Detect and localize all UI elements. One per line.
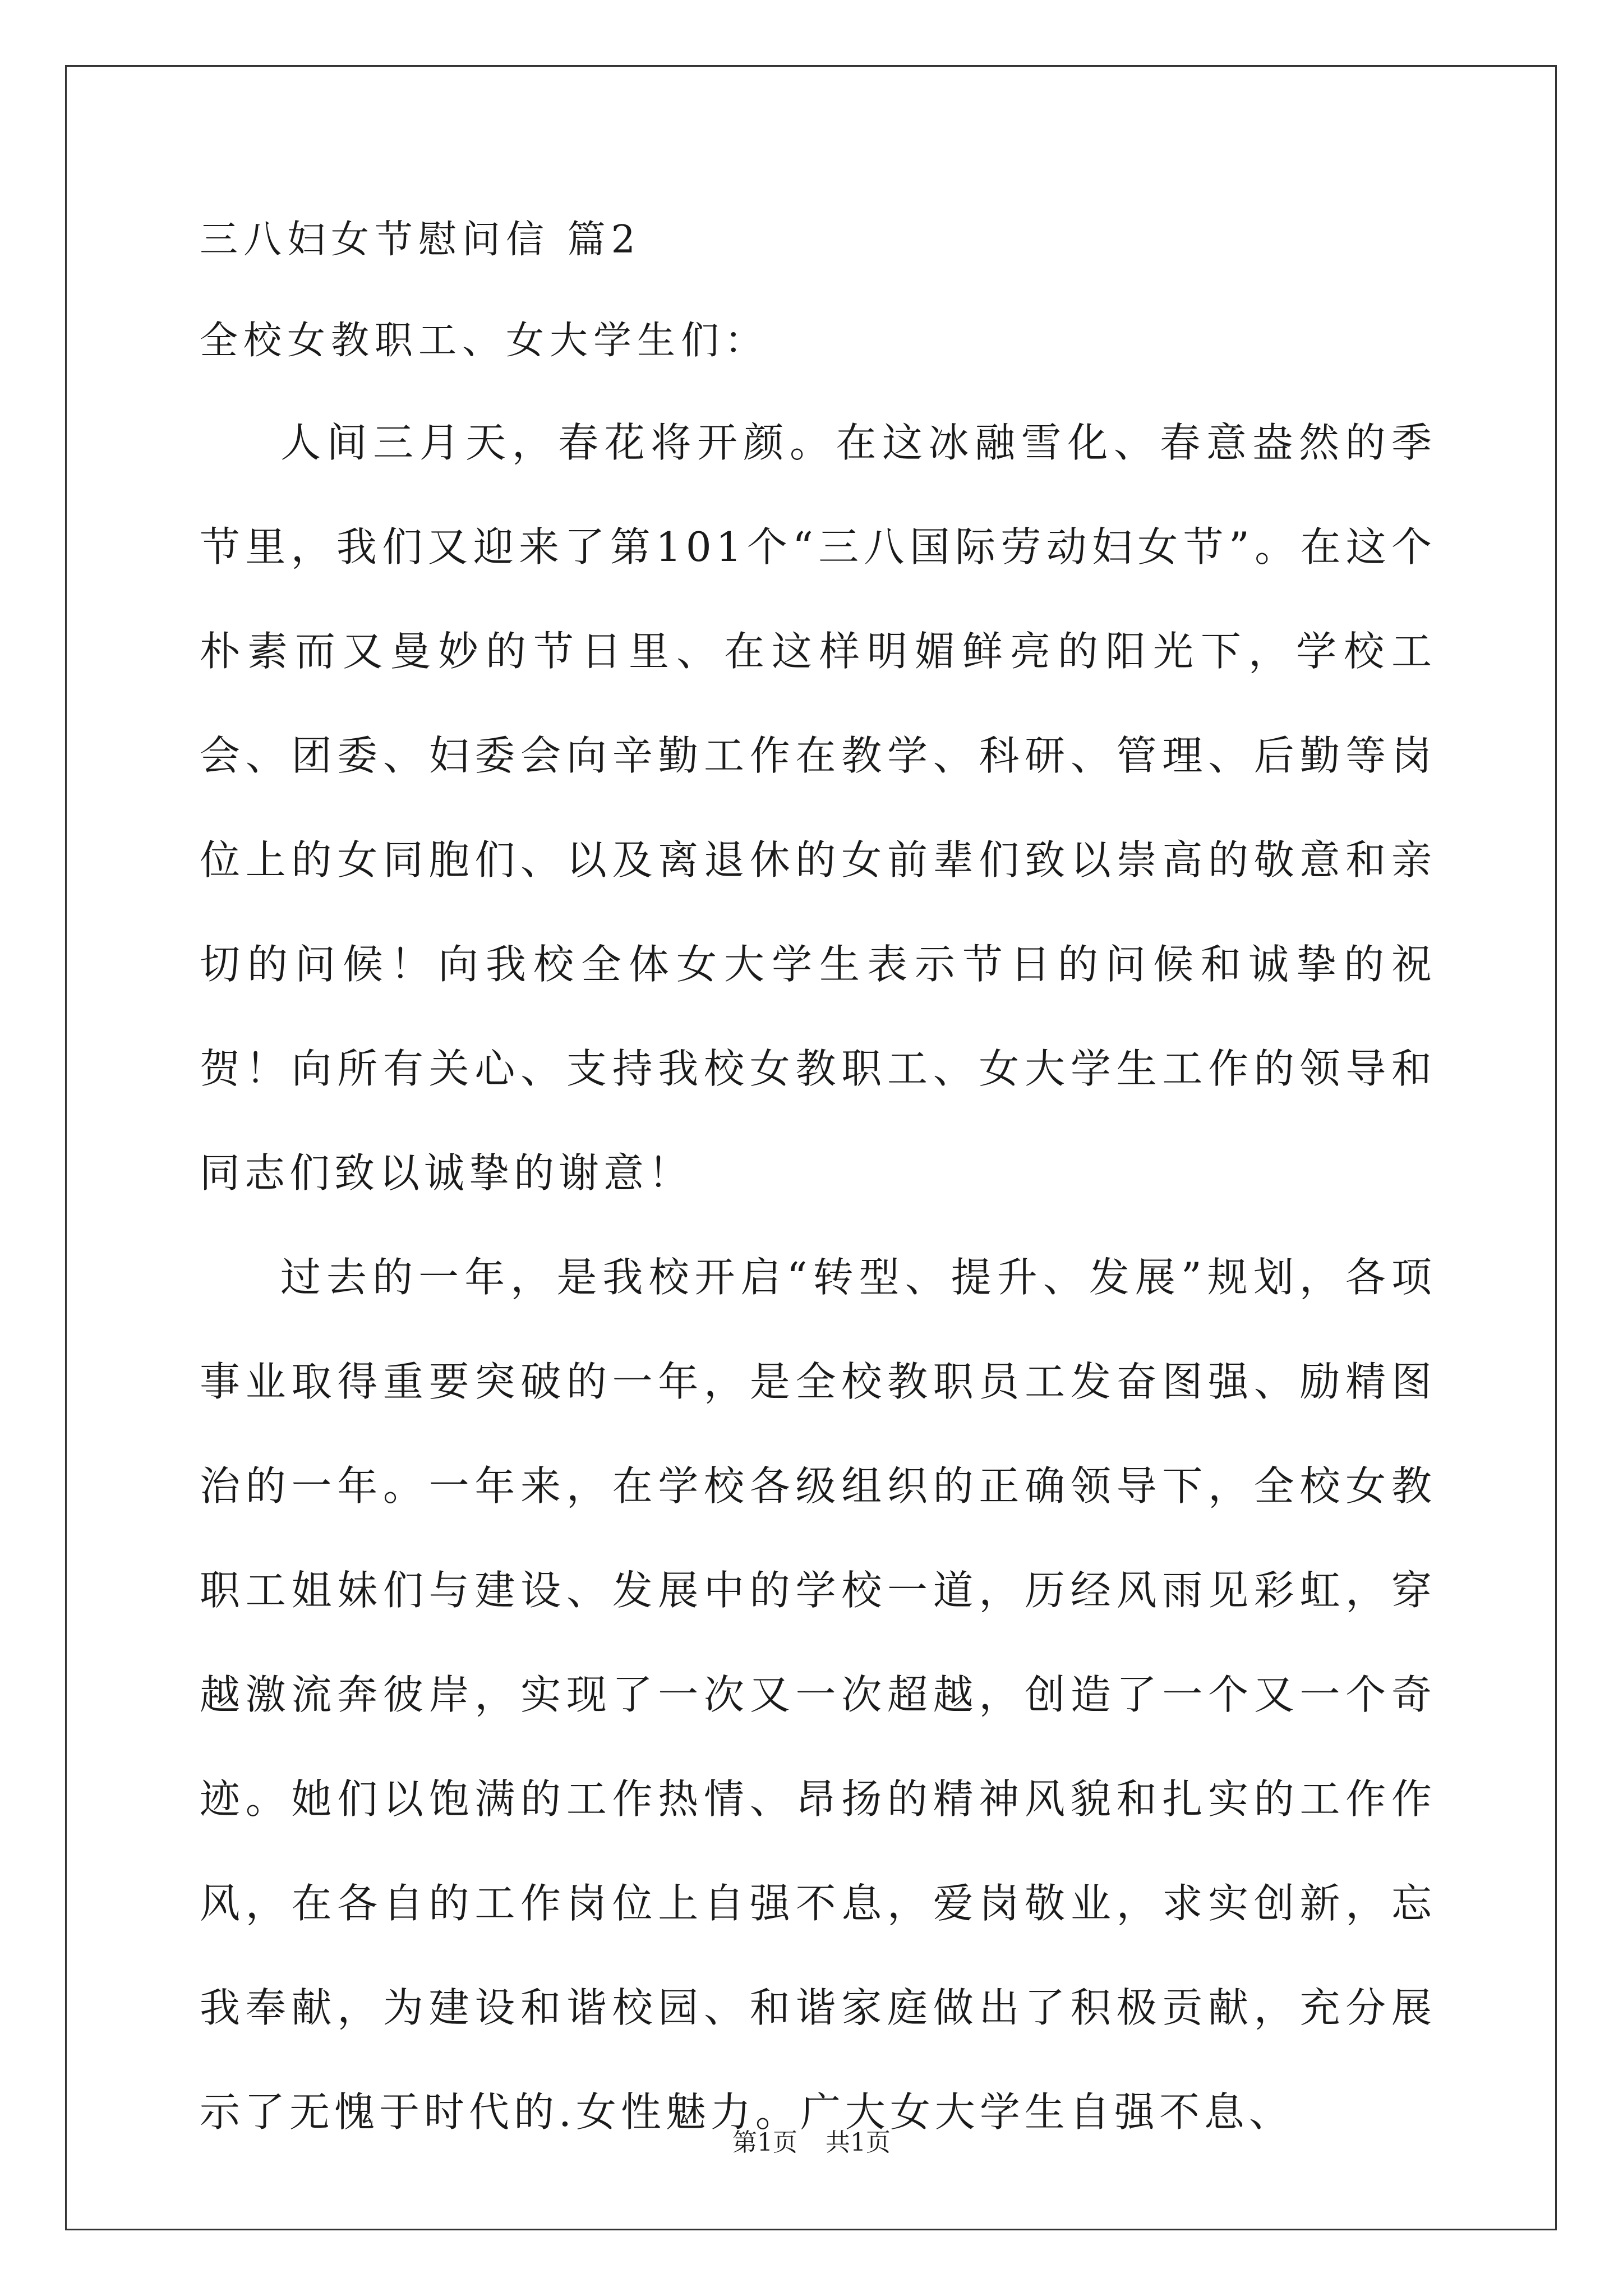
page-footer — [0, 2126, 1623, 2160]
page-number-current: 第1页 — [732, 2128, 797, 2157]
paragraph-1: 人间三月天，春花将开颜。在这冰融雪化、春意盎然的季节里，我们又迎来了第101个“三八国际劳动妇女节”。在这个朴素而又曼妙的节日里、在这样明媚鲜亮的阳光下，学校工会、团委、妇委会向辛勤工作在教学、科研、管理、后勤等岗位上的女同胞们、以及离退休的女前辈们致以崇高的敬意和亲切的问候！向我校全体女大学生表示节日的问候和诚挚的祝贺！向所有关心、支持我校女教职工、女大学生工作的领导和同志们致以诚挚的谢意！ — [200, 419, 1436, 1197]
document-title: 三八妇女节慰问信 篇2 — [200, 218, 641, 262]
page-number-total: 共1页 — [826, 2128, 891, 2157]
document-body — [200, 213, 1436, 2164]
salutation: 全校女教职工、女大学生们： — [200, 319, 769, 363]
paragraph-2: 过去的一年，是我校开启“转型、提升、发展”规划，各项事业取得重要突破的一年，是全校教职员工发奋图强、励精图治的一年。一年来，在学校各级组织的正确领导下，全校女教职工姐妹们与建设、发展中的学校一道，历经风雨见彩虹，穿越激流奔彼岸，实现了一次又一次超越，创造了一个又一个奇迹。她们以饱满的工作热情、昂扬的精神风貌和扎实的工作作风，在各自的工作岗位上自强不息，爱岗敬业，求实创新，忘我奉献，为建设和谐校园、和谐家庭做出了积极贡献，充分展示了无愧于时代的.女性魅力。广大女大学生自强不息、 — [200, 1254, 1436, 2136]
